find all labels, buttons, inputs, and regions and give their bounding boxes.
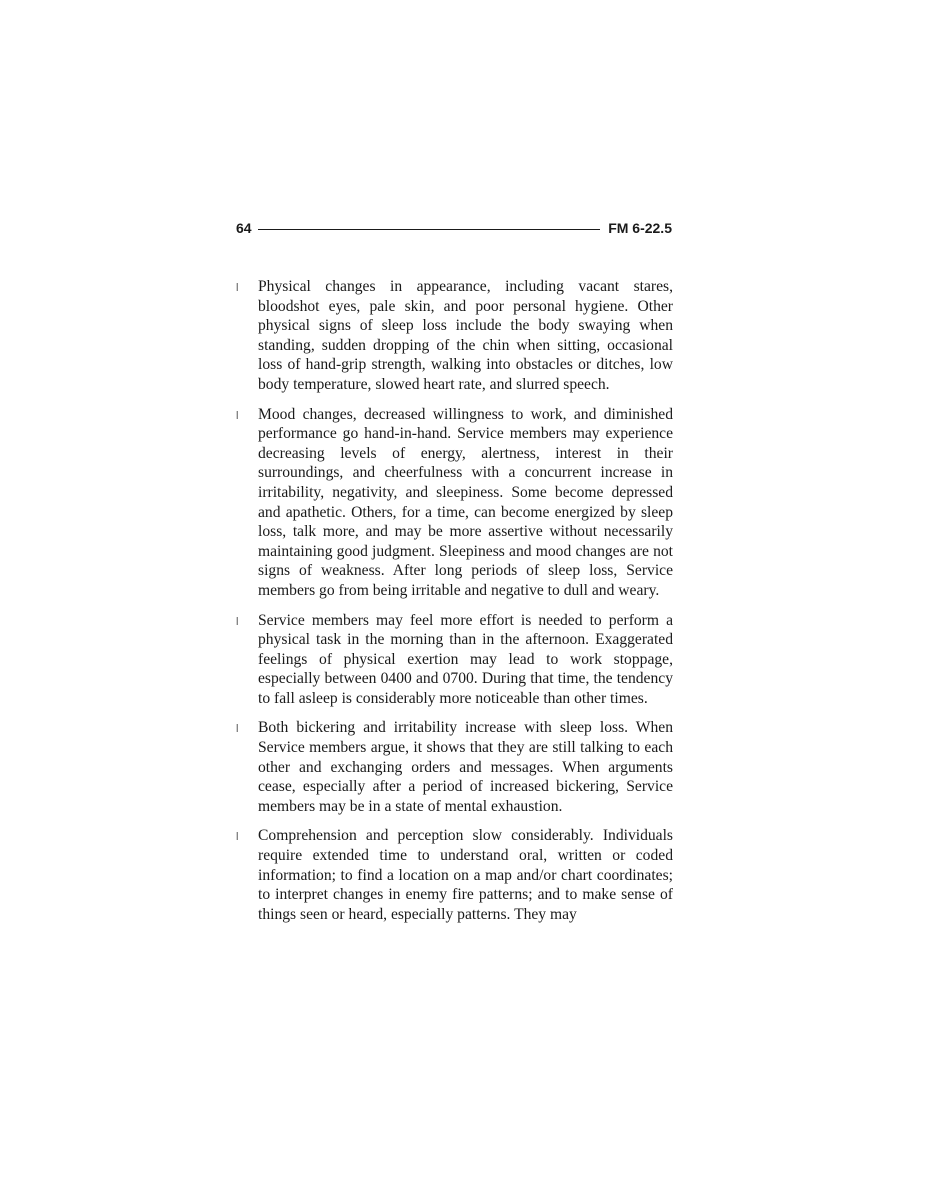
list-item-text: Physical changes in appearance, including vacant stares, bloodshot eyes, pale skin, and poor personal hygiene. Other physical signs of sleep loss include the body swaying when standing, sudden dropping of the chin when sitting, occasional loss of hand-grip strength, walking into obstacles or ditches, low body temperature, slowed heart rate, and slurred speech. (258, 278, 673, 393)
list-item (236, 611, 673, 709)
manual-id: FM 6-22.5 (608, 220, 672, 236)
list-item (236, 826, 673, 924)
bullet-list (236, 277, 673, 934)
list-item (236, 405, 673, 601)
bullet-mark: l (236, 615, 239, 628)
header-rule (258, 229, 601, 230)
list-item-text: Both bickering and irritability increase with sleep loss. When Service members argue, it shows that they are still talking to each other and exchanging orders and messages. When arguments cease, especially after a period of increased bickering, Service members may be in a state of mental exhaustion. (258, 719, 673, 815)
bullet-mark: l (236, 282, 239, 294)
bullet-mark: l (236, 723, 239, 736)
list-item-text: Service members may feel more effort is needed to perform a physical task in the morning than in the afternoon. Exaggerated feelings of physical exertion may lead to work stoppage, especially between 0400 and 0700. During that time, the tendency to fall asleep is considerably more noticeable than other times. (258, 611, 673, 707)
bullet-mark: l (236, 409, 239, 422)
list-item-text: Mood changes, decreased willingness to work, and diminished performance go hand-in-hand. Service members may experience decreasing levels of energy, alertness, interest in their surroundings, and cheerfulness with a concurrent increase in irritability, negativity, and sleepiness. Some become depressed and apathetic. Others, for a time, can become energized by sleep loss, talk more, and may be more assertive without necessarily maintaining good judgment. Sleepiness and mood changes are not signs of weakness. After long periods of sleep loss, Service members go from being irritable and negative to dull and weary. (258, 405, 673, 599)
list-item-text: Comprehension and perception slow considerably. Individuals require extended time to understand oral, written or coded information; to find a location on a map and/or chart coordinates; to interpret changes in enemy fire patterns; and to make sense of things seen or heard, especially patterns. They may (258, 827, 673, 923)
page-number: 64 (236, 220, 252, 236)
page-header (236, 218, 672, 238)
list-item (236, 718, 673, 816)
bullet-mark: l (236, 831, 239, 844)
list-item (236, 277, 673, 395)
